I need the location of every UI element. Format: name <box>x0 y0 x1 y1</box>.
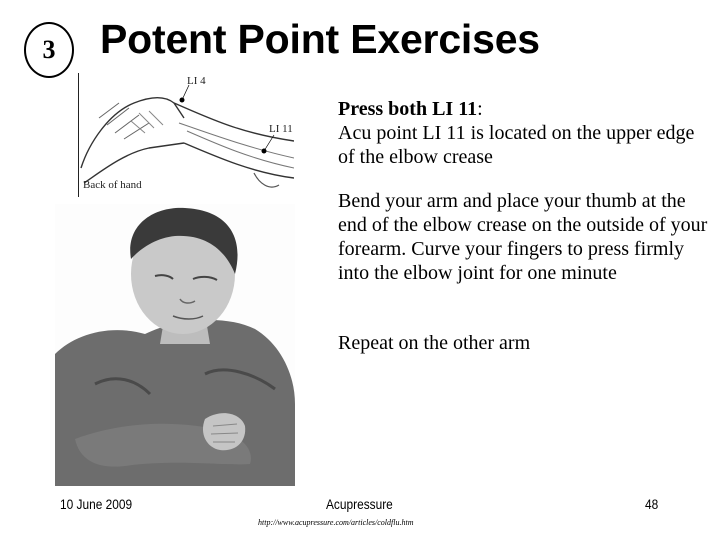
press-heading: Press both LI 11 <box>338 98 478 120</box>
footer-date: 10 June 2009 <box>60 496 133 512</box>
label-back-of-hand: Back of hand <box>83 179 142 191</box>
footer-source-url[interactable]: http://www.acupressure.com/articles/coldflu.htm <box>258 518 414 527</box>
person-photo <box>55 204 295 486</box>
person-photo-drawing <box>55 204 295 486</box>
instruction-repeat: Repeat on the other arm <box>338 332 531 354</box>
arm-diagram-image <box>78 73 294 197</box>
footer-title: Acupressure <box>326 496 393 512</box>
slide-number: 3 <box>42 35 56 64</box>
slide-number-badge <box>24 22 74 78</box>
label-li4: LI 4 <box>187 75 206 87</box>
press-heading-colon: : <box>477 98 483 120</box>
location-text: Acu point LI 11 is located on the upper edge of the elbow crease <box>338 122 695 168</box>
footer-page-number: 48 <box>645 496 659 512</box>
instruction-intro <box>338 97 708 169</box>
label-li11: LI 11 <box>269 123 293 135</box>
slide-title: Potent Point Exercises <box>100 16 540 62</box>
instruction-steps: Bend your arm and place your thumb at the end of the elbow crease on the outside of your forearm. Curve your fingers to press firmly into the elbow joint for one minute <box>338 190 708 284</box>
